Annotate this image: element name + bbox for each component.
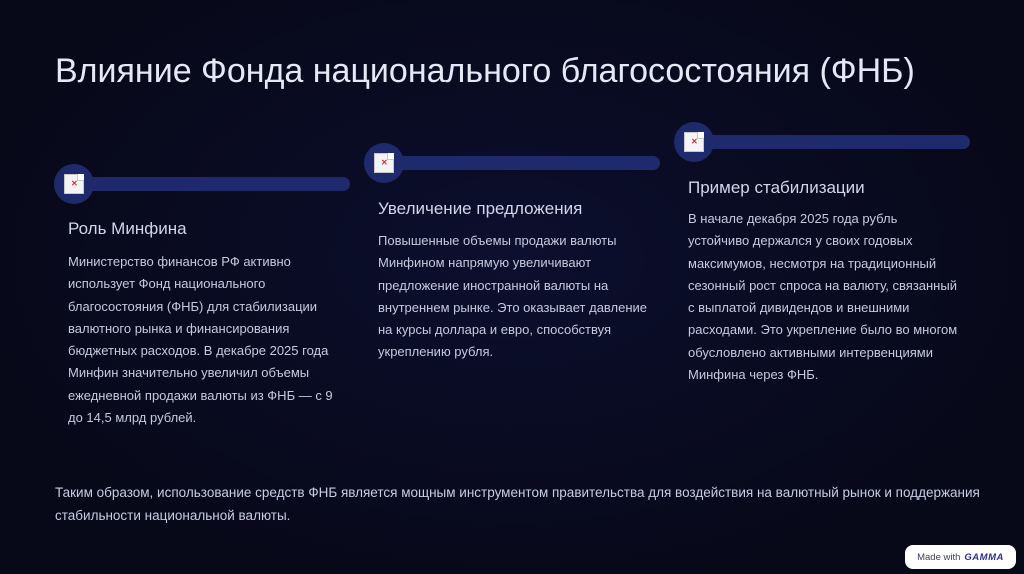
step-body: Министерство финансов РФ активно использует Фонд национального благосостояния (ФНБ) для стабилизации валютного рынка и финансирования бюджетных расходов. В декабре 2025 года Минфин значительно увеличил объемы ежедневной продажи валюты из ФНБ — с 9 до 14,5 млрд рублей.: [68, 254, 333, 426]
step-title: Пример стабилизации: [688, 178, 865, 197]
timeline-node: [674, 122, 714, 162]
timeline-track: [382, 156, 660, 170]
step-body: В начале декабря 2025 года рубль устойчиво держался у своих годовых максимумов, несмотря на традиционный сезонный рост спроса на валюту, связанный с выплатой дивидендов и внешними расходами. Это укрепление было во многом обусловлено активными интервенциями Минфина через ФНБ.: [688, 211, 958, 383]
broken-image-icon: ✕: [64, 174, 84, 194]
step-title: Роль Минфина: [68, 219, 187, 238]
conclusion-text: Таким образом, использование средств ФНБ является мощным инструментом правительства для воздействия на валютный рынок и поддержания стабильности национальной валюты.: [55, 485, 980, 523]
broken-image-icon: ✕: [374, 153, 394, 173]
timeline-track: [72, 177, 350, 191]
broken-image-icon: ✕: [684, 132, 704, 152]
timeline-node: [364, 143, 404, 183]
step-title: Увеличение предложения: [378, 199, 583, 218]
made-with-gamma-badge[interactable]: [905, 545, 1016, 569]
slide-title: Влияние Фонда национального благосостояния (ФНБ): [55, 52, 915, 90]
timeline-node: [54, 164, 94, 204]
gamma-logo: GAMMA: [964, 551, 1004, 563]
step-body: Повышенные объемы продажи валюты Минфином напрямую увеличивают предложение иностранной валюты на внутреннем рынке. Это оказывает давление на курсы доллара и евро, способствуя укреплению рубля.: [378, 233, 648, 360]
timeline-track: [692, 135, 970, 149]
badge-prefix: Made with: [917, 551, 961, 563]
